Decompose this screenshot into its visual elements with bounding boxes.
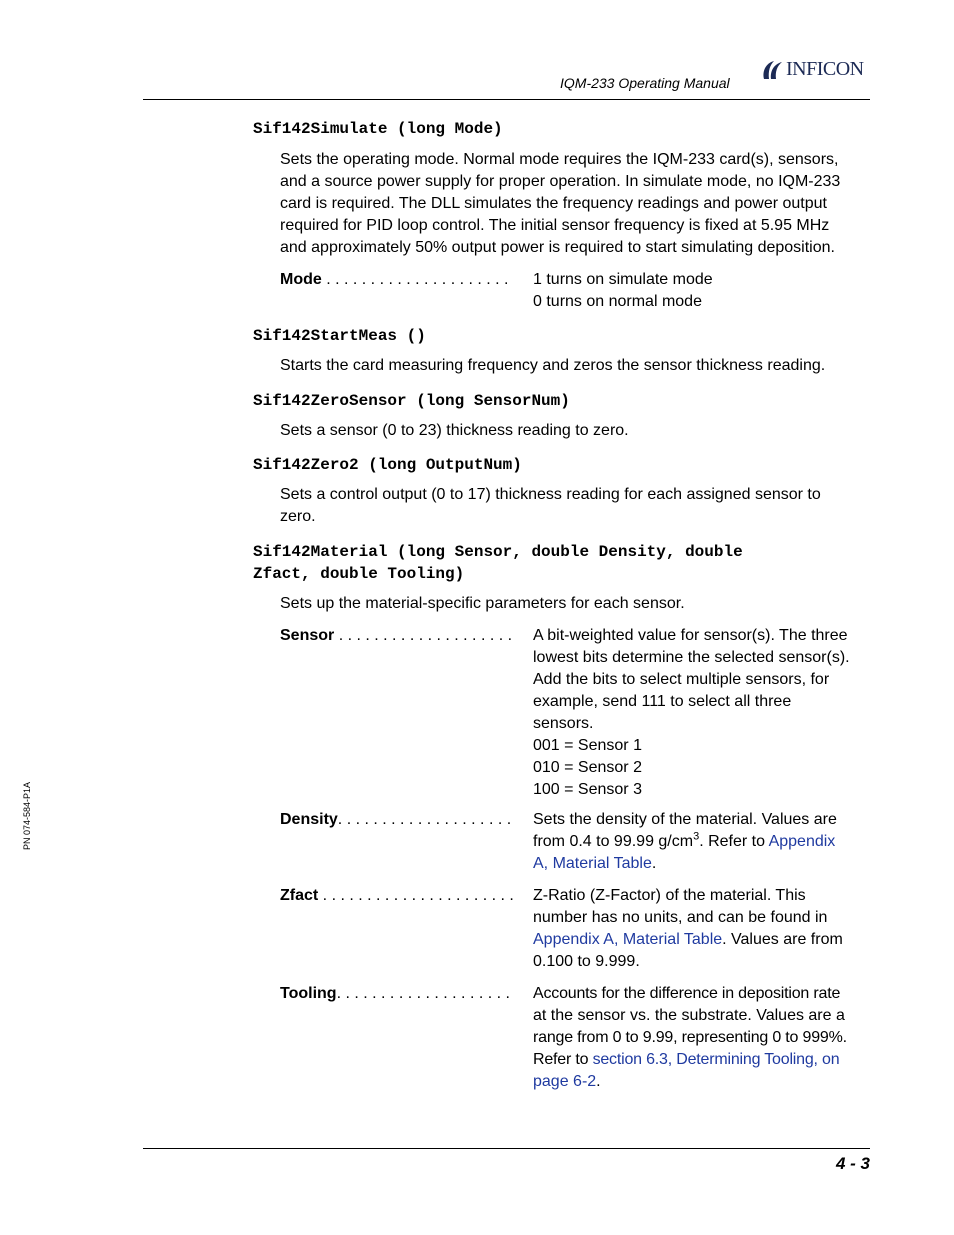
page-number: 4 - 3 (835, 1154, 870, 1173)
param-mode (280, 269, 875, 313)
appendix-a-link[interactable]: Appendix (768, 833, 836, 850)
footer-rule (143, 1148, 870, 1149)
logo-text: INFICON (786, 58, 864, 80)
inficon-logo-icon (760, 59, 784, 81)
function-description: Starts the card measuring frequency and zeros the sensor thickness reading. (280, 357, 826, 374)
param-description: A bit-weighted value for sensor(s). The three lowest bits determine the selected sensor(s). Add the bits to select multiple sensors, for example, send 111 to select all three sensors. 001 = Sensor 1 010 = Sensor 2 100 = Sensor 3 (533, 627, 850, 798)
param-name: Density (280, 811, 338, 828)
param-description: Accounts for the difference in deposition rate at the sensor vs. the substrate. Values are a range from 0 to 9.99, representing 0 to 999%. Refer to section 6.3, Determining Tooling, on page 6-2. (533, 985, 847, 1090)
dot-leader: . . . . . . . . . . . . . . . . . . . . . (321, 271, 509, 288)
param-name: Zfact (280, 887, 319, 904)
function-description: Sets a control output (0 to 17) thickness reading for each assigned sensor to zero. (280, 486, 821, 525)
param-description: 1 turns on simulate mode 0 turns on normal mode (533, 271, 713, 310)
dot-leader: . . . . . . . . . . . . . . . . . . . . . . (318, 887, 514, 904)
manual-title: IQM-233 Operating Manual (560, 75, 730, 91)
part-number: PN 074-584-P1A (22, 781, 32, 850)
section-6-3-link[interactable]: section 6.3, Determining Tooling, on (592, 1051, 840, 1068)
inficon-logo (760, 58, 864, 81)
page-6-2-link[interactable]: page 6-2 (533, 1073, 597, 1090)
function-signature: Sif142ZeroSensor (long SensorNum) (253, 392, 570, 410)
function-signature: Sif142Zero2 (long OutputNum) (253, 456, 522, 474)
param-density (280, 809, 875, 875)
function-signature: Sif142Material (long Sensor, double Density, double Zfact, double Tooling) (253, 543, 743, 583)
header-rule (143, 99, 870, 100)
material-table-link[interactable]: A, Material Table (533, 855, 652, 872)
param-name: Mode (280, 271, 322, 288)
param-sensor (280, 625, 875, 801)
function-description: Sets a sensor (0 to 23) thickness reading to zero. (280, 422, 629, 439)
dot-leader: . . . . . . . . . . . . . . . . . . . . (334, 627, 513, 644)
function-description: Sets up the material-specific parameters for each sensor. (280, 595, 685, 612)
param-name: Tooling (280, 985, 337, 1002)
function-signature: Sif142StartMeas () (253, 327, 426, 345)
param-description: Sets the density of the material. Values are from 0.4 to 99.99 $g/cm^3$. Refer to Appendix A, Material Table. (533, 811, 837, 872)
dot-leader: . . . . . . . . . . . . . . . . . . . . (336, 985, 510, 1002)
dot-leader: . . . . . . . . . . . . . . . . . . . . (337, 811, 512, 828)
param-zfact (280, 885, 875, 973)
param-tooling (280, 983, 875, 1093)
function-signature: Sif142Simulate (long Mode) (253, 120, 503, 138)
appendix-a-material-table-link[interactable]: Appendix A, Material Table (533, 931, 723, 948)
param-name: Sensor (280, 627, 335, 644)
function-description: Sets the operating mode. Normal mode requires the IQM-233 card(s), sensors, and a source power supply for proper operation. In simulate mode, no IQM-233 card is required. The DLL simulates the frequency readings and power output required for PID loop control. The initial sensor frequency is fixed at 5.95 MHz and approximately 50% output power is required to start simulating deposition. (280, 151, 841, 256)
param-description: Z-Ratio (Z-Factor) of the material. This number has no units, and can be found in Appendix A, Material Table. Values are from 0.100 to 9.999. (533, 887, 843, 970)
